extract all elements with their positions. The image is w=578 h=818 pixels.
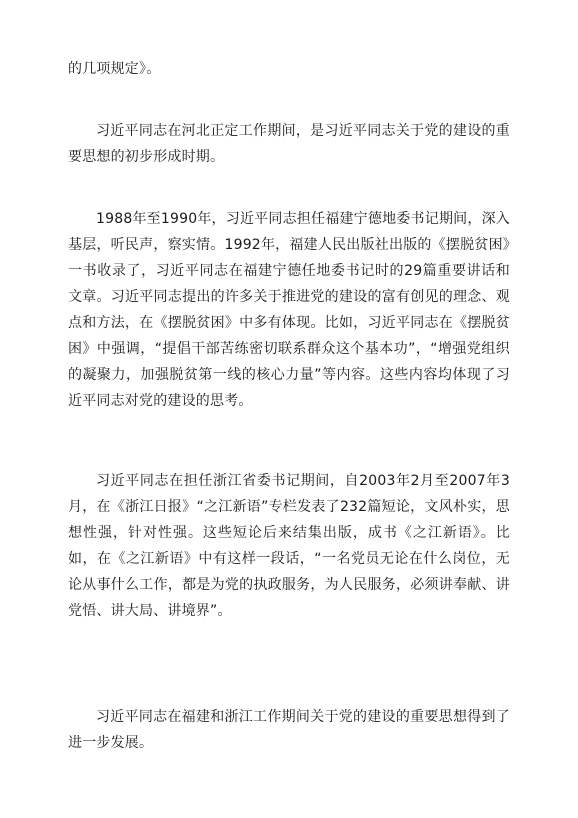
paragraph-continuation: 的几项规定》。 xyxy=(68,61,161,77)
paragraph-zhejiang: 习近平同志在担任浙江省委书记期间，自2003年2月至2007年3月，在《浙江日报》“之江新语”专栏发表了232篇短论，文风朴实，思想性强，针对性强。这些短论后来结集出版，成书《之江新语》。比如，在《之江新语》中有这样一段话，“一名党员无论在什么岗位，无论从事什么工作，都是为党的执政服务，为人民服务，必须讲奉献、讲党悟、讲大局、讲境界”。 xyxy=(68,473,510,619)
paragraph-ningde: 1988年至1990年，习近平同志担任福建宁德地委书记期间，深入基层，听民声，察实情。1992年，福建人民出版社出版的《摆脱贫困》一书收录了，习近平同志在福建宁德任地委书记时的29篇重要讲话和文章。习近平同志提出的许多关于推进党的建设的富有创见的理念、观点和方法，在《摆脱贫困》中多有体现。比如，习近平同志在《摆脱贫困》中强调，“提倡干部苦练密切联系群众这个基本功”，“增强党组织的凝聚力，加强脱贫第一线的核心力量”等内容。这些内容均体现了习近平同志对党的建设的思考。 xyxy=(68,211,510,409)
paragraph-development: 习近平同志在福建和浙江工作期间关于党的建设的重要思想得到了进一步发展。 xyxy=(68,709,510,751)
paragraph-zhengding: 习近平同志在河北正定工作期间，是习近平同志关于党的建设的重要思想的初步形成时期。 xyxy=(68,123,510,165)
